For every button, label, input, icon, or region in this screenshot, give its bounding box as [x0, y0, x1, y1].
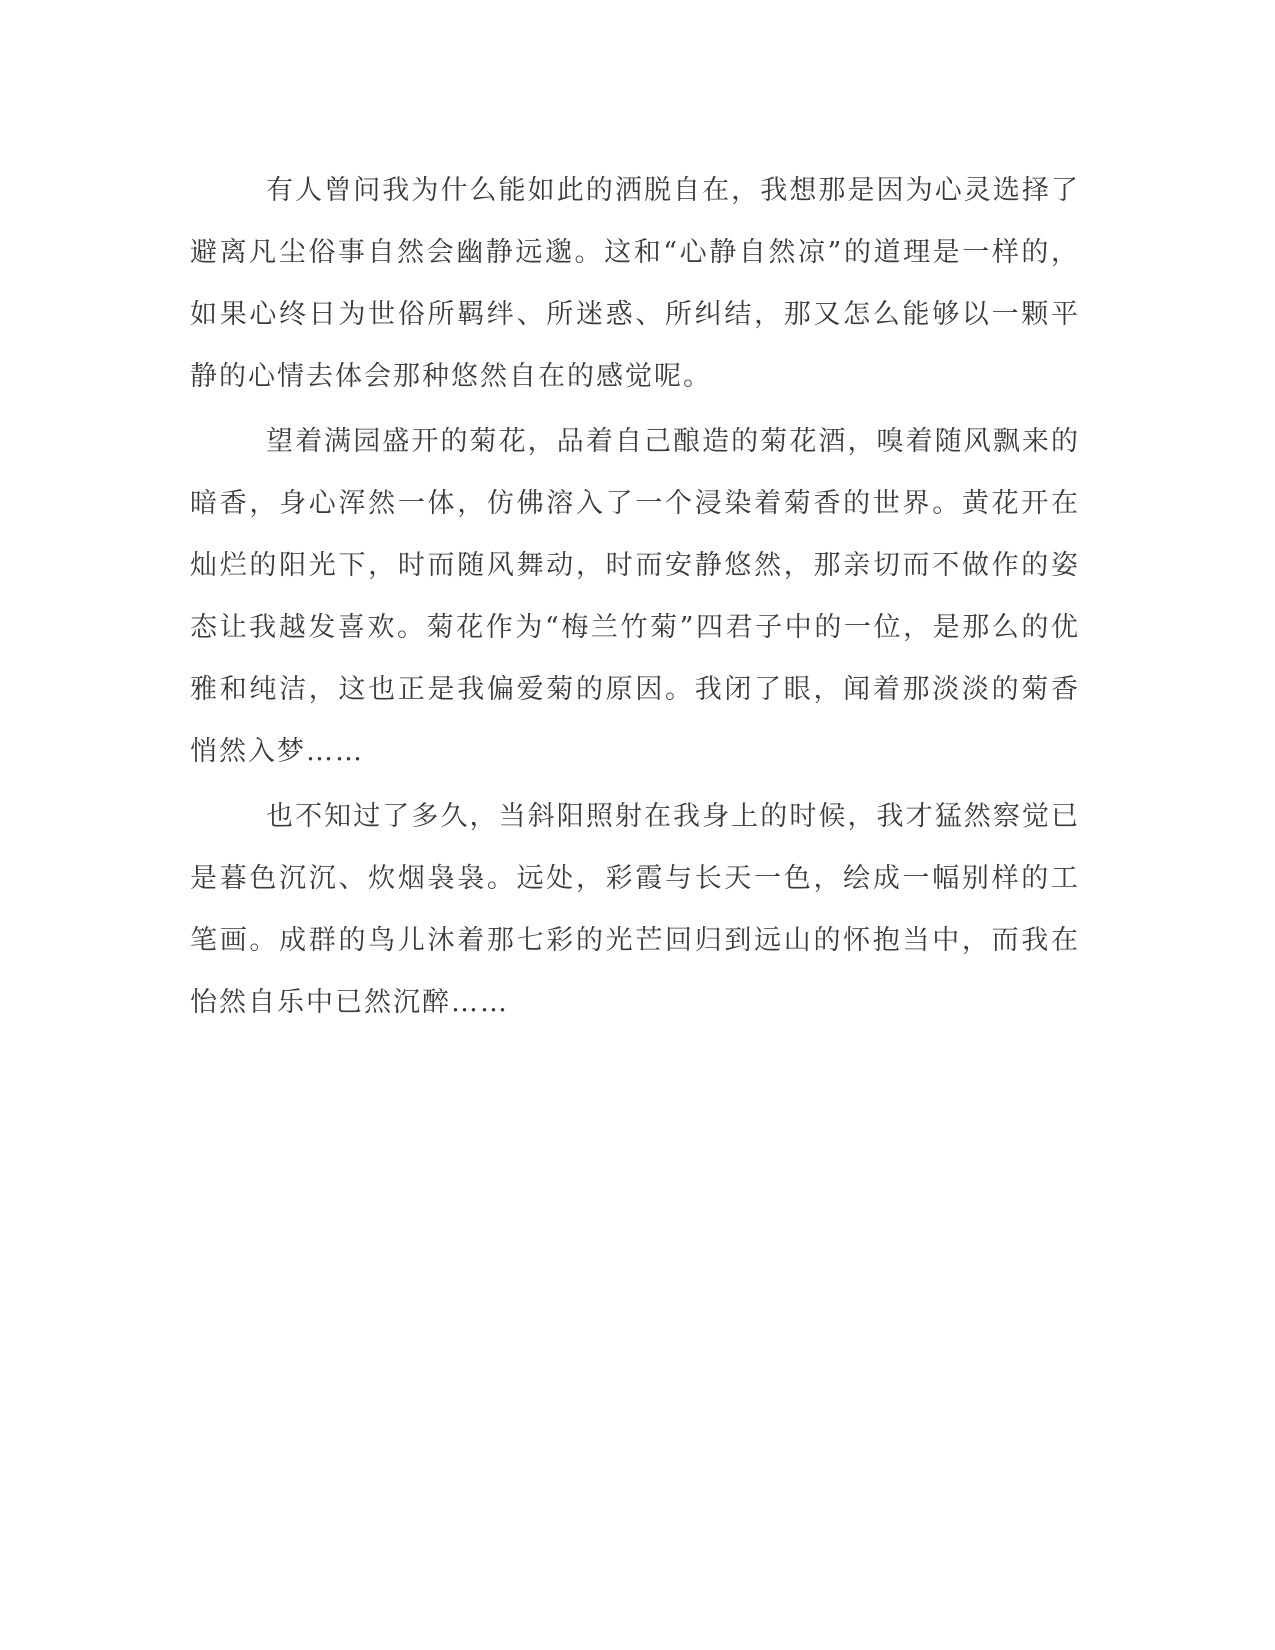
paragraph-3: 也不知过了多久，当斜阳照射在我身上的时候，我才猛然察觉已是暮色沉沉、炊烟袅袅。远处，彩霞与长天一色，绘成一幅别样的工笔画。成群的鸟儿沐着那七彩的光芒回归到远山的怀抱当中，而我在怡然自乐中已然沉醉……: [190, 801, 1080, 1018]
paragraph-2: 望着满园盛开的菊花，品着自己酿造的菊花酒，嗅着随风飘来的暗香，身心浑然一体，仿佛溶入了一个浸染着菊香的世界。黄花开在灿烂的阳光下，时而随风舞动，时而安静悠然，那亲切而不做作的姿态让我越发喜欢。菊花作为“梅兰竹菊”四君子中的一位，是那么的优雅和纯洁，这也正是我偏爱菊的原因。我闭了眼，闻着那淡淡的菊香悄然入梦……: [190, 426, 1080, 767]
paragraph-1: 有人曾问我为什么能如此的洒脱自在，我想那是因为心灵选择了避离凡尘俗事自然会幽静远邈。这和“心静自然凉”的道理是一样的，如果心终日为世俗所羁绊、所迷惑、所纠结，那又怎么能够以一颗平静的心情去体会那种悠然自在的感觉呢。: [190, 175, 1080, 392]
document-body: [190, 160, 1080, 1037]
